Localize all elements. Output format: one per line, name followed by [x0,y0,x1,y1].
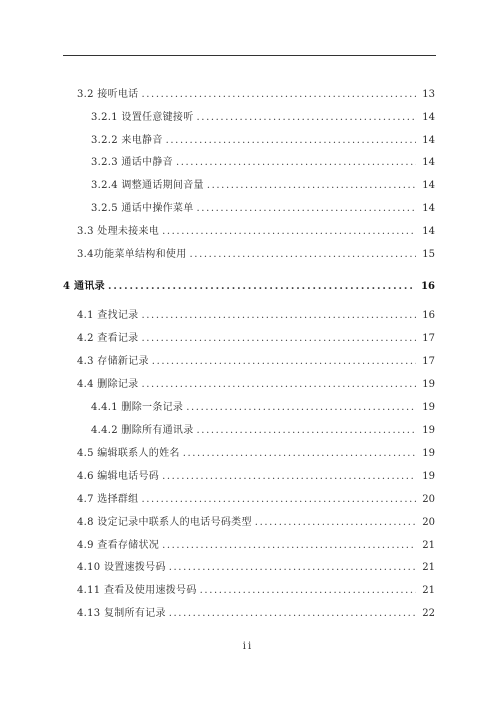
toc-leader-dots [152,354,416,369]
toc-entry[interactable] [91,400,435,415]
toc-entry-page: 14 [422,112,435,123]
toc-leader-dots [190,247,417,262]
toc-entry[interactable] [77,560,435,575]
toc-leader-dots [162,224,416,239]
toc-entry-label: 3.2 接听电话 [77,89,139,100]
toc-entry-label: 3.2.2 来电静音 [91,135,163,146]
toc-entry-label: 4.4.2 删除所有通讯录 [91,425,194,436]
toc-entry[interactable] [91,155,435,170]
toc-entry[interactable] [77,331,435,346]
toc-entry-page: 21 [422,585,435,596]
toc-entry[interactable] [77,224,435,239]
toc-entry-page: 20 [422,517,435,528]
toc-entry-page: 19 [422,402,435,413]
toc-leader-dots [162,538,416,553]
toc-entry[interactable] [91,133,435,148]
toc-entry-page: 15 [422,249,435,260]
toc-entry-label: 3.2.4 调整通话期间音量 [91,180,204,191]
toc-entry[interactable] [91,201,435,216]
toc-entry[interactable] [77,354,435,369]
toc-entry-page: 14 [422,135,435,146]
toc-entry-label: 4.13 复制所有记录 [77,608,166,619]
toc-entry[interactable] [77,446,435,461]
toc-entry-page: 14 [422,203,435,214]
toc-entry-label: 3.3 处理未接来电 [77,226,160,237]
toc-leader-dots [166,133,417,148]
toc-entry-page: 17 [422,333,435,344]
toc-entry[interactable] [91,178,435,193]
toc-entry[interactable] [77,87,435,102]
toc-leader-dots [200,583,417,598]
toc-entry-label: 4.4 删除记录 [77,379,139,390]
toc-entry-label: 4.6 编辑电话号码 [77,471,160,482]
toc-entry-page: 20 [422,494,435,505]
toc-chapter-entry[interactable] [63,279,435,294]
toc-entry-label: 3.2.3 通话中静音 [91,157,173,168]
toc-leader-dots [197,110,417,125]
toc-entry-label: 4.1 查找记录 [77,310,139,321]
toc-entry[interactable] [91,110,435,125]
toc-entry-label: 4.8 设定记录中联系人的电话号码类型 [77,517,252,528]
toc-entry-page: 22 [422,608,435,619]
toc-leader-dots [141,377,416,392]
toc-entry-page: 19 [422,379,435,390]
toc-entry-label: 4.10 设置速拨号码 [77,562,166,573]
toc-entry[interactable] [91,423,435,438]
toc-leader-dots [141,331,416,346]
toc-entry-label: 4.11 查看及使用速拨号码 [77,585,197,596]
toc-leader-dots [169,560,417,575]
toc-leader-dots [169,606,417,621]
toc-entry[interactable] [77,469,435,484]
toc-entry-label: 4 通讯录 [63,281,105,292]
toc-leader-dots [183,446,417,461]
toc-entry-label: 4.5 编辑联系人的姓名 [77,448,180,459]
toc-entry-label: 3.4功能菜单结构和使用 [77,249,187,260]
toc-leader-dots [255,515,416,530]
toc-entry-page: 19 [422,471,435,482]
toc-entry[interactable] [77,247,435,262]
toc-leader-dots [141,492,416,507]
toc-entry-page: 19 [422,425,435,436]
toc-entry-page: 14 [422,157,435,168]
toc-entry-label: 3.2.5 通话中操作菜单 [91,203,194,214]
toc-entry[interactable] [77,606,435,621]
toc-entry-label: 4.7 选择群组 [77,494,139,505]
toc-leader-dots [207,178,416,193]
toc-entry[interactable] [77,583,435,598]
toc-leader-dots [141,308,416,323]
toc-entry[interactable] [77,515,435,530]
toc-leader-dots [186,400,416,415]
toc-leader-dots [176,155,416,170]
toc-entry-page: 21 [422,540,435,551]
page-number: ii [242,641,254,652]
toc-entry[interactable] [77,492,435,507]
toc-entry-page: 16 [422,310,435,321]
header-rule [63,55,436,56]
toc-entry-label: 4.3 存储新记录 [77,356,149,367]
toc-entry[interactable] [77,538,435,553]
toc-leader-dots [108,279,415,294]
toc-entry-page: 21 [422,562,435,573]
toc-entry-page: 19 [422,448,435,459]
toc-leader-dots [162,469,416,484]
toc-leader-dots [197,201,417,216]
toc-leader-dots [141,87,416,102]
toc-entry-label: 4.2 查看记录 [77,333,139,344]
toc-entry-label: 4.9 查看存储状况 [77,540,160,551]
toc-entry-page: 16 [421,281,435,292]
toc-entry[interactable] [77,308,435,323]
toc-entry-label: 3.2.1 设置任意键接听 [91,112,194,123]
toc-leader-dots [197,423,417,438]
toc-entry-page: 14 [422,180,435,191]
toc-entry-page: 13 [422,89,435,100]
toc-entry-page: 17 [422,356,435,367]
toc-entry[interactable] [77,377,435,392]
toc-entry-label: 4.4.1 删除一条记录 [91,402,184,413]
toc-entry-page: 14 [422,226,435,237]
